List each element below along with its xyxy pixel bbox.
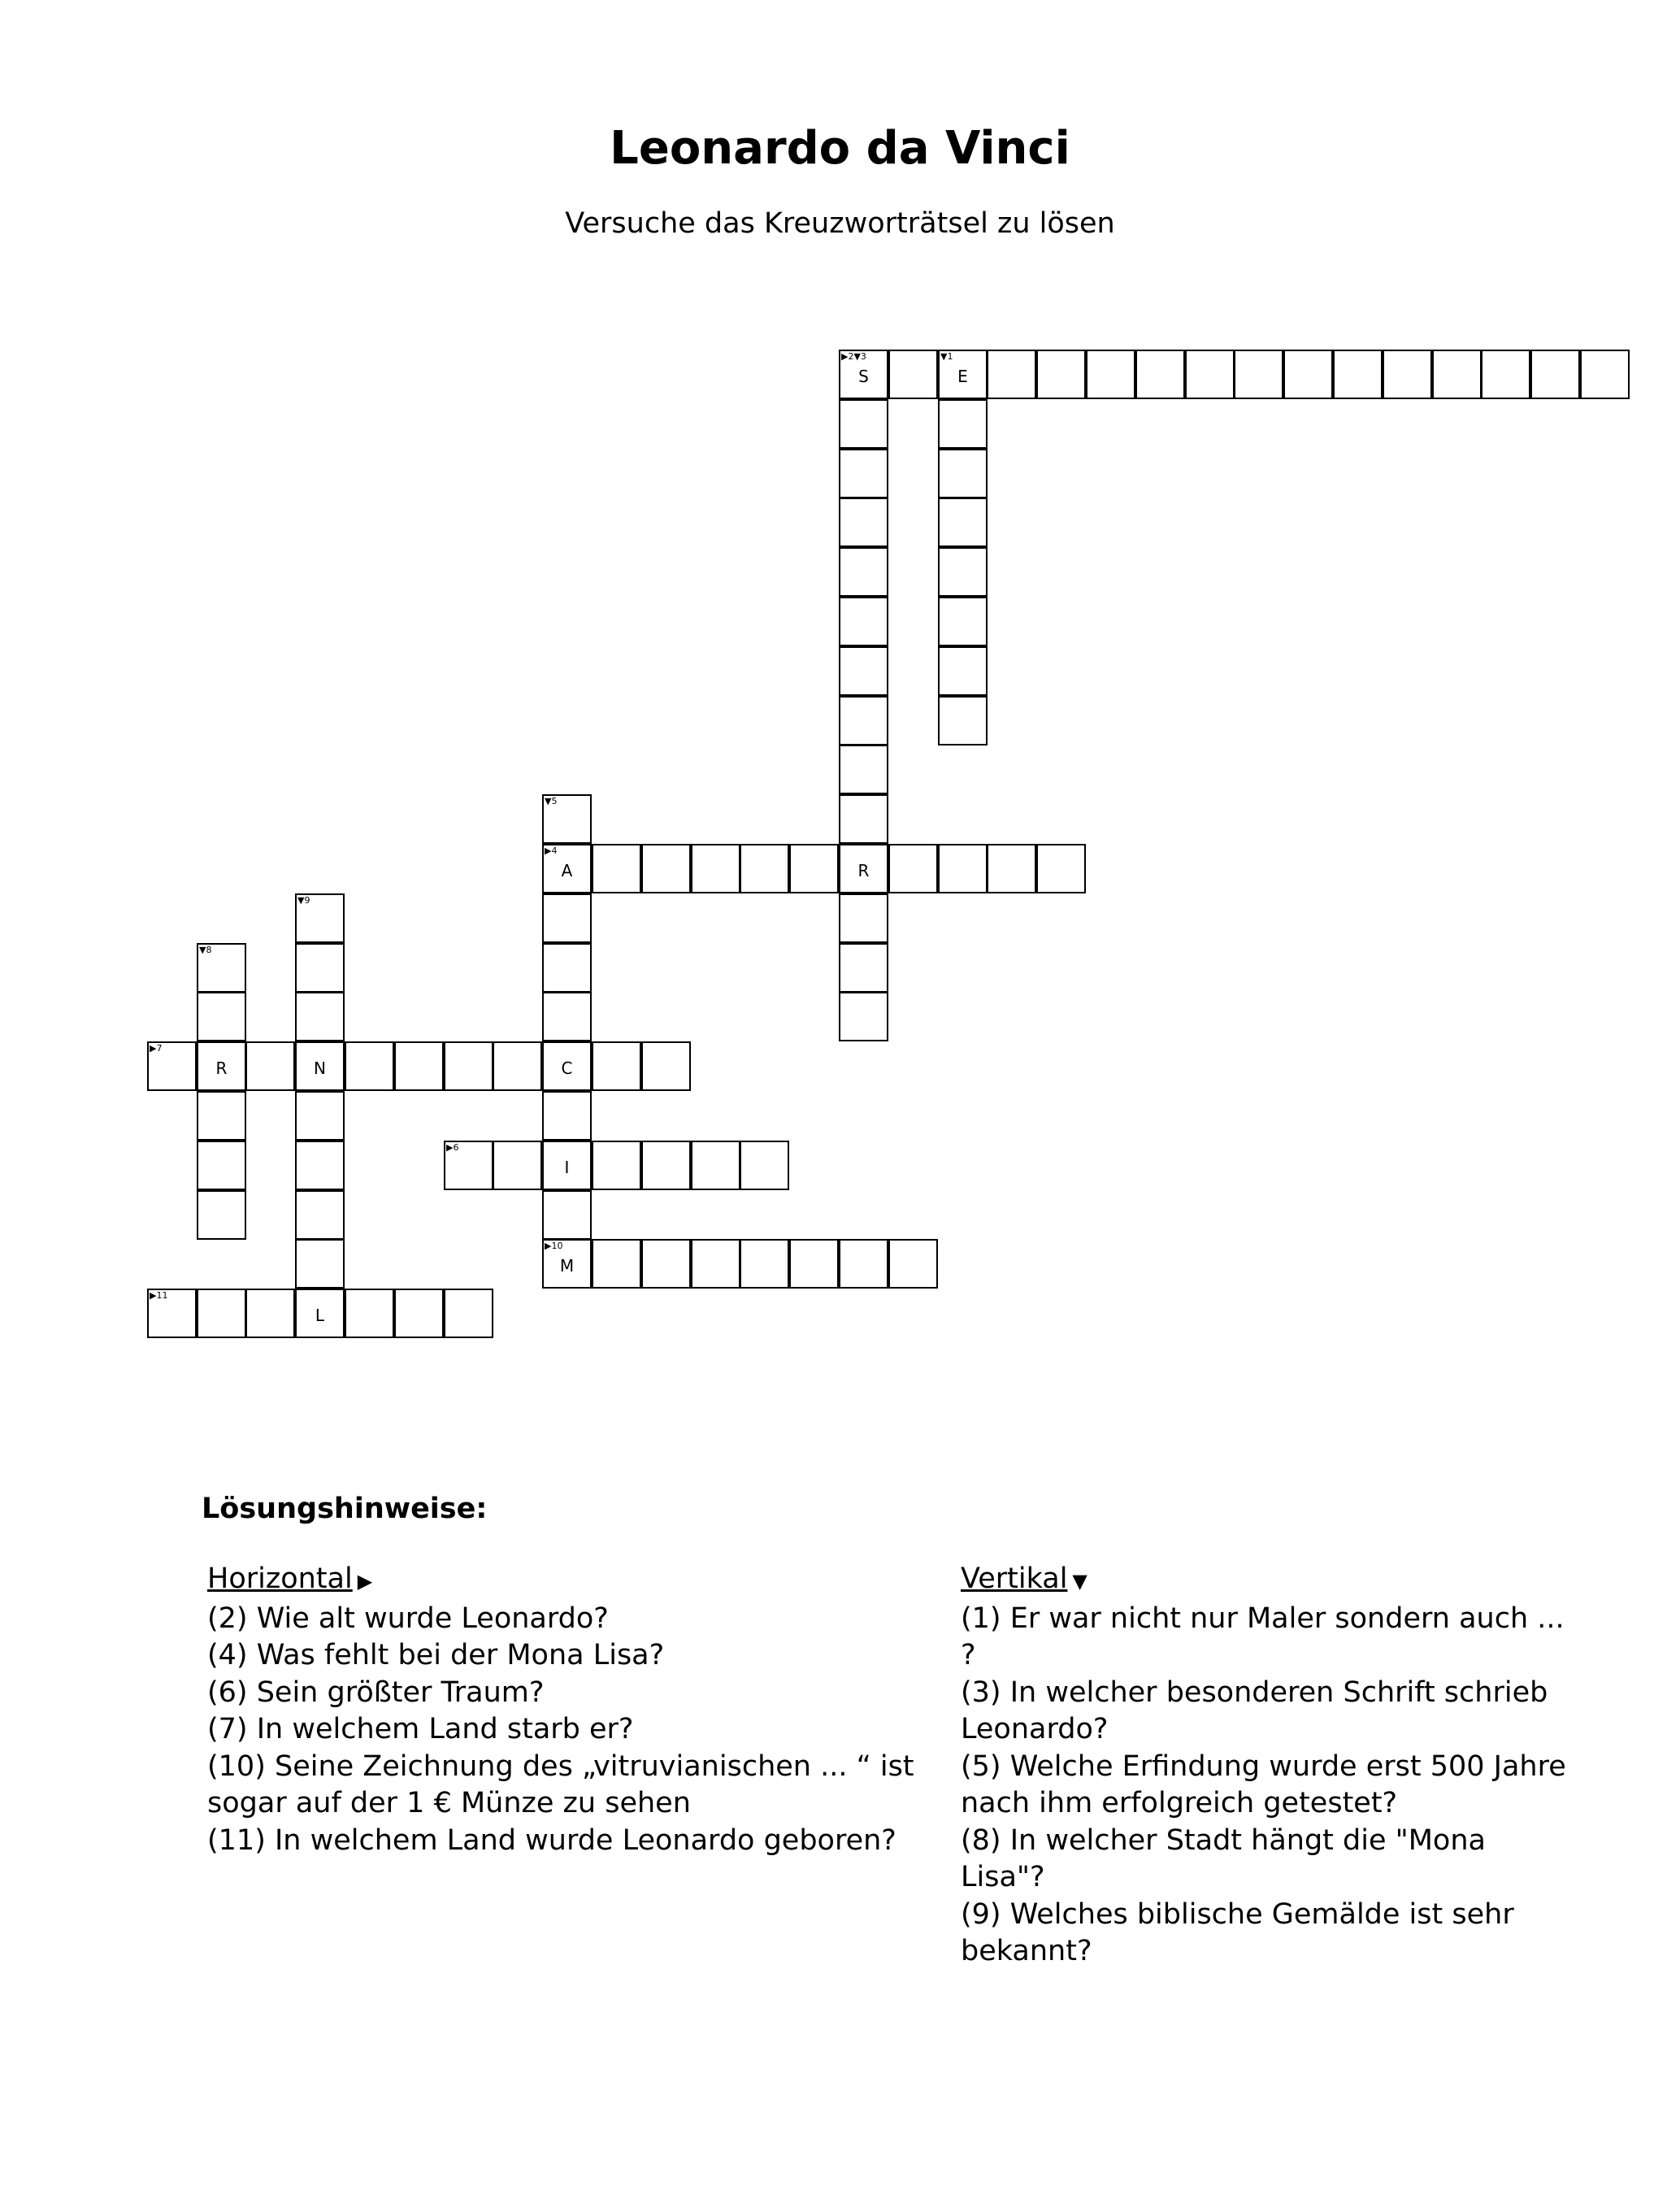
clue-down-1: (1) Er war nicht nur Maler sondern auch ... ? — [961, 1602, 1565, 1671]
crossword-cell[interactable] — [1383, 350, 1432, 399]
clue-across-4: (4) Was fehlt bei der Mona Lisa? — [207, 1639, 665, 1671]
crossword-cell[interactable] — [789, 844, 839, 893]
crossword-cell[interactable] — [542, 844, 592, 893]
right-arrow-icon: ▶ — [357, 1570, 373, 1593]
crossword-cell[interactable] — [839, 1239, 888, 1289]
crossword-cell[interactable] — [295, 1289, 345, 1338]
clue-number: ▶10 — [545, 1241, 563, 1251]
clue-number: ▶6 — [446, 1142, 459, 1153]
crossword-cell[interactable] — [542, 1041, 592, 1091]
crossword-cell[interactable] — [987, 844, 1036, 893]
crossword-cell[interactable] — [1580, 350, 1630, 399]
clue-down-8: (8) In welcher Stadt hängt die "Mona Lisa"? — [961, 1823, 1486, 1893]
crossword-cell[interactable] — [839, 893, 888, 943]
crossword-cell[interactable] — [641, 844, 691, 893]
clue-across-7: (7) In welchem Land starb er? — [207, 1713, 634, 1745]
crossword-cell[interactable] — [147, 1041, 197, 1091]
down-arrow-icon: ▼ — [1072, 1570, 1087, 1593]
crossword-cell[interactable] — [542, 1239, 592, 1289]
hints-title: Lösungshinweise: — [202, 1493, 488, 1525]
crossword-cell[interactable] — [839, 646, 888, 696]
crossword-cell[interactable] — [938, 498, 988, 547]
crossword-cell[interactable] — [197, 1141, 246, 1190]
crossword-cell[interactable] — [839, 794, 888, 844]
crossword-cell[interactable] — [987, 350, 1036, 399]
crossword-cell[interactable] — [592, 844, 641, 893]
clue-down-5: (5) Welche Erfindung wurde erst 500 Jahre nach ihm erfolgreich getestet? — [961, 1749, 1566, 1819]
crossword-cell[interactable] — [197, 1190, 246, 1240]
crossword-cell[interactable] — [1530, 350, 1580, 399]
crossword-cell[interactable] — [197, 1091, 246, 1141]
crossword-cell[interactable] — [1234, 350, 1283, 399]
crossword-cell[interactable] — [245, 1289, 295, 1338]
crossword-cell[interactable] — [295, 893, 345, 943]
crossword-cell[interactable] — [542, 1141, 592, 1190]
given-letter: C — [561, 1058, 573, 1078]
clue-number: ▶4 — [545, 845, 558, 856]
clue-number: ▶7 — [150, 1043, 163, 1054]
crossword-cell[interactable] — [295, 1190, 345, 1240]
clue-across-6: (6) Sein größter Traum? — [207, 1676, 545, 1709]
crossword-cell[interactable] — [938, 350, 988, 399]
crossword-cell[interactable] — [740, 1239, 789, 1289]
given-letter: M — [559, 1256, 575, 1276]
clue-across-10: (10) Seine Zeichnung des „vitruvianischen ... “ ist sogar auf der 1 € Münze zu sehen — [207, 1749, 914, 1819]
page-title: Leonardo da Vinci — [610, 122, 1070, 175]
crossword-cell[interactable] — [1036, 844, 1086, 893]
crossword-cell[interactable] — [1036, 350, 1086, 399]
crossword-cell[interactable] — [295, 1239, 345, 1289]
crossword-cell[interactable] — [542, 943, 592, 993]
crossword-cell[interactable] — [197, 943, 246, 993]
crossword-cell[interactable] — [444, 1041, 493, 1091]
horizontal-clues — [207, 1561, 922, 1859]
crossword-cell[interactable] — [691, 844, 740, 893]
crossword-cell[interactable] — [938, 696, 988, 745]
given-letter: R — [215, 1058, 228, 1078]
clue-down-3: (3) In welcher besonderen Schrift schrieb Leonardo? — [961, 1676, 1548, 1745]
clue-across-2: (2) Wie alt wurde Leonardo? — [207, 1602, 609, 1635]
given-letter: I — [564, 1158, 570, 1177]
crossword-cell[interactable] — [839, 696, 888, 745]
crossword-cell[interactable] — [1333, 350, 1383, 399]
crossword-cell[interactable] — [147, 1289, 197, 1338]
crossword-cell[interactable] — [444, 1141, 493, 1190]
vertical-heading — [961, 1561, 1578, 1601]
given-letter: S — [858, 367, 869, 386]
vertical-clues — [961, 1561, 1578, 1971]
clue-number: ▼8 — [199, 945, 212, 955]
crossword-cell[interactable] — [295, 1041, 345, 1091]
crossword-cell[interactable] — [542, 1091, 592, 1141]
crossword-cell[interactable] — [888, 1239, 938, 1289]
crossword-cell[interactable] — [493, 1041, 542, 1091]
horizontal-heading-label: Horizontal — [207, 1563, 353, 1595]
crossword-cell[interactable] — [1432, 350, 1482, 399]
crossword-cell[interactable] — [542, 1190, 592, 1240]
crossword-cell[interactable] — [394, 1289, 444, 1338]
crossword-cell[interactable] — [641, 1041, 691, 1091]
crossword-cell[interactable] — [197, 992, 246, 1041]
clue-number: ▶11 — [150, 1290, 168, 1301]
crossword-cell[interactable] — [542, 893, 592, 943]
clue-number: ▼5 — [545, 796, 558, 806]
crossword-cell[interactable] — [345, 1041, 394, 1091]
crossword-cell[interactable] — [839, 943, 888, 993]
crossword-cell[interactable] — [295, 992, 345, 1041]
given-letter: N — [314, 1058, 326, 1078]
crossword-cell[interactable] — [295, 1141, 345, 1190]
page-subtitle: Versuche das Kreuzworträtsel zu lösen — [565, 207, 1115, 240]
crossword-cell[interactable] — [839, 597, 888, 646]
crossword-cell[interactable] — [542, 992, 592, 1041]
crossword-cell[interactable] — [1185, 350, 1235, 399]
crossword-cell[interactable] — [839, 399, 888, 449]
crossword-cell[interactable] — [839, 547, 888, 597]
clue-down-9: (9) Welches biblische Gemälde ist sehr bekannt? — [961, 1897, 1514, 1967]
clue-number: ▶2▼3 — [841, 351, 866, 362]
clue-number: ▼1 — [940, 351, 953, 362]
given-letter: A — [561, 861, 573, 880]
crossword-cell[interactable] — [938, 399, 988, 449]
crossword-cell[interactable] — [938, 844, 988, 893]
crossword-cell[interactable] — [938, 547, 988, 597]
horizontal-heading — [207, 1561, 922, 1601]
given-letter: L — [315, 1306, 325, 1325]
crossword-cell[interactable] — [740, 844, 789, 893]
given-letter: R — [857, 861, 870, 880]
given-letter: E — [957, 367, 968, 386]
crossword-cell[interactable] — [295, 943, 345, 993]
crossword-cell[interactable] — [592, 1041, 641, 1091]
crossword-cell[interactable] — [789, 1239, 839, 1289]
clue-across-11: (11) In welchem Land wurde Leonardo geboren? — [207, 1823, 896, 1857]
crossword-cell[interactable] — [938, 597, 988, 646]
crossword-cell[interactable] — [839, 350, 888, 399]
crossword-cell[interactable] — [839, 449, 888, 498]
crossword-cell[interactable] — [888, 350, 938, 399]
crossword-cell[interactable] — [938, 646, 988, 696]
crossword-cell[interactable] — [888, 844, 938, 893]
crossword-cell[interactable] — [839, 992, 888, 1041]
crossword-cell[interactable] — [691, 1239, 740, 1289]
crossword-cell[interactable] — [592, 1239, 641, 1289]
crossword-cell[interactable] — [938, 449, 988, 498]
crossword-cell[interactable] — [197, 1041, 246, 1091]
crossword-cell[interactable] — [197, 1289, 246, 1338]
crossword-cell[interactable] — [740, 1141, 789, 1190]
crossword-cell[interactable] — [444, 1289, 493, 1338]
clue-number: ▼9 — [297, 895, 310, 906]
crossword-cell[interactable] — [1283, 350, 1333, 399]
crossword-cell[interactable] — [839, 745, 888, 794]
crossword-cell[interactable] — [1135, 350, 1185, 399]
crossword-cell[interactable] — [394, 1041, 444, 1091]
crossword-cell[interactable] — [1086, 350, 1135, 399]
crossword-cell[interactable] — [245, 1041, 295, 1091]
crossword-cell[interactable] — [839, 498, 888, 547]
crossword-cell[interactable] — [345, 1289, 394, 1338]
crossword-cell[interactable] — [641, 1239, 691, 1289]
crossword-cell[interactable] — [592, 1141, 641, 1190]
crossword-cell[interactable] — [295, 1091, 345, 1141]
vertical-heading-label: Vertikal — [961, 1563, 1068, 1595]
crossword-cell[interactable] — [839, 844, 888, 893]
crossword-cell[interactable] — [691, 1141, 740, 1190]
crossword-cell[interactable] — [493, 1141, 542, 1190]
crossword-cell[interactable] — [542, 794, 592, 844]
crossword-cell[interactable] — [641, 1141, 691, 1190]
crossword-cell[interactable] — [1481, 350, 1530, 399]
